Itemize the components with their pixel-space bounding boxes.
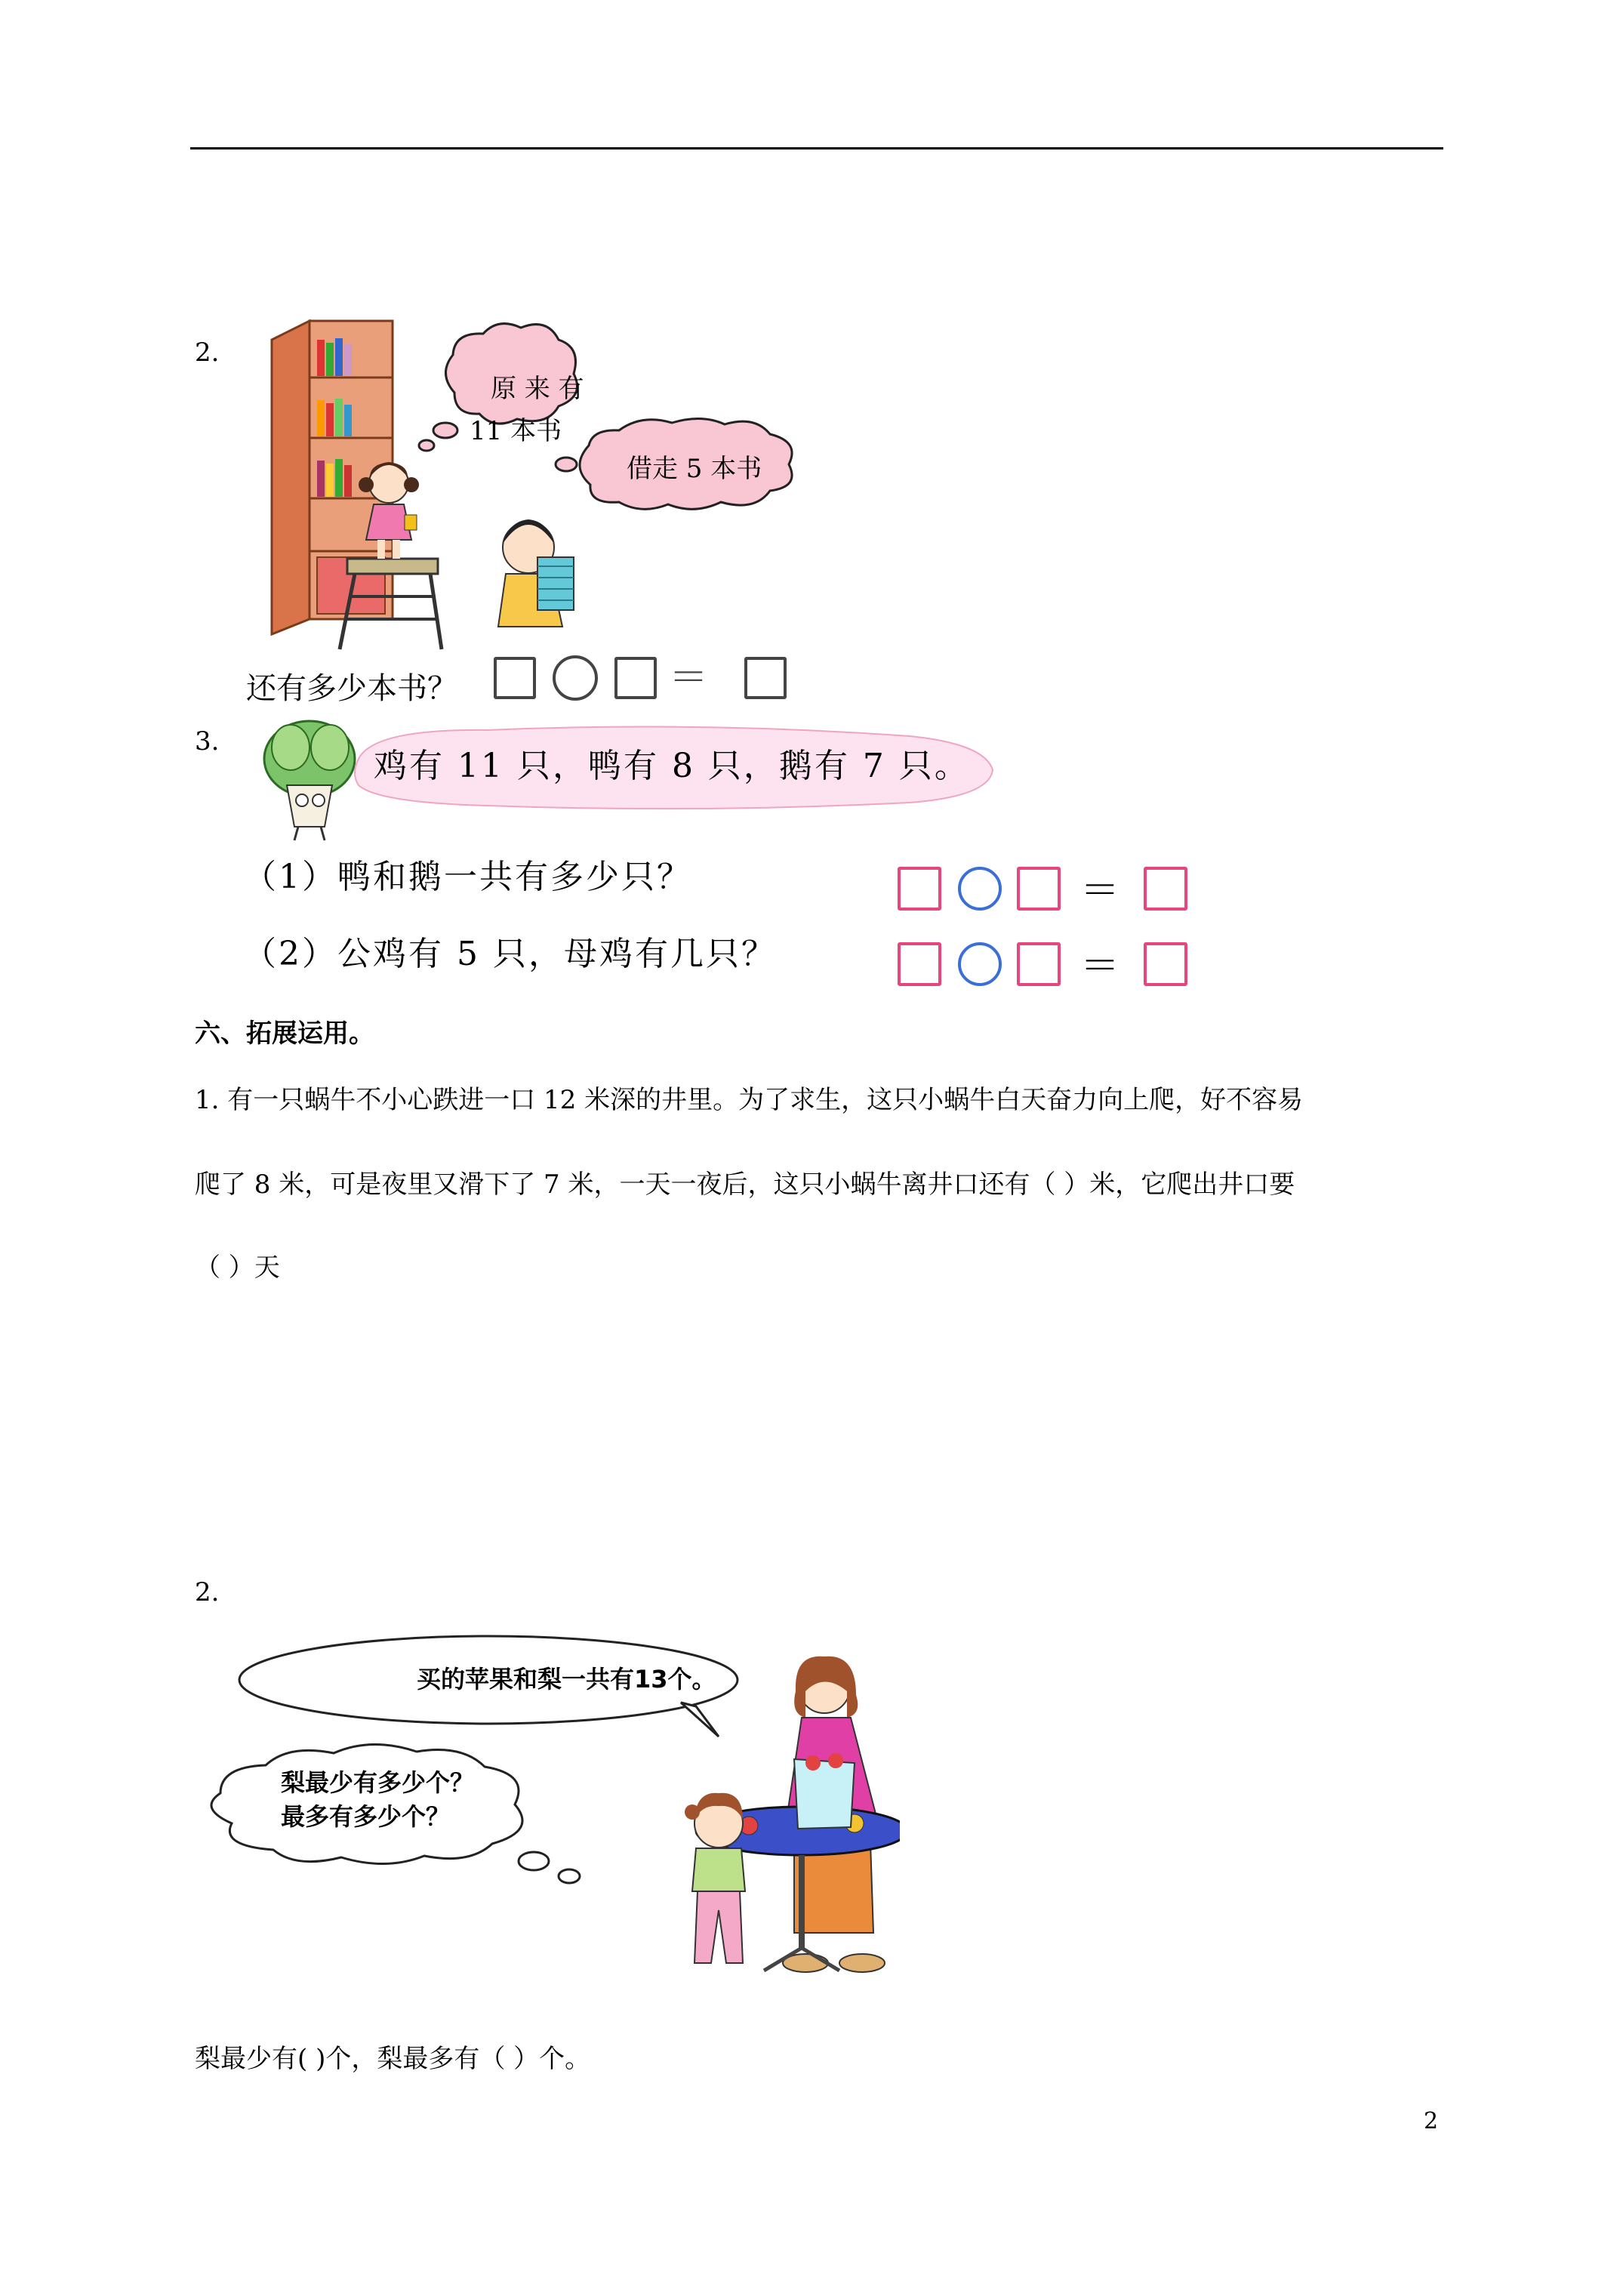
q3-sub2: （2）公鸡有 5 只，母鸡有几只？ <box>243 935 777 973</box>
q6-2-number: 2. <box>195 1577 220 1607</box>
operator-circle[interactable] <box>553 655 598 701</box>
equals-sign: ＝ <box>1080 944 1120 989</box>
answer-box[interactable] <box>744 657 787 699</box>
girl-image <box>685 1793 745 1963</box>
bubble-original-line1: 原 来 有 <box>491 374 584 404</box>
q3-sub1: （1）鸭和鹅一共有多少只？ <box>243 858 692 896</box>
answer-box[interactable] <box>1144 942 1187 986</box>
girl-with-books-image <box>498 519 574 627</box>
page-number: 2 <box>1424 2108 1439 2134</box>
q2-number: 2. <box>195 337 220 368</box>
q3-number: 3. <box>195 726 220 757</box>
answer-box[interactable] <box>614 657 657 699</box>
header-rule <box>190 147 1443 149</box>
bubble-mom-text: 买的苹果和梨一共有13个。 <box>417 1665 716 1693</box>
q2-equation <box>491 651 808 705</box>
cabbage-mascot-image <box>264 721 355 840</box>
q3-speech: 鸡有 11 只，鸭有 8 只，鹅有 7 只。 <box>374 747 970 785</box>
equals-sign: ＝ <box>669 655 709 701</box>
bubble-borrowed-text: 借走 5 本书 <box>627 454 762 484</box>
operator-circle[interactable] <box>958 867 1002 911</box>
q2-question: 还有多少本书？ <box>246 671 457 706</box>
operator-circle[interactable] <box>958 942 1002 986</box>
snail-question-line2: 爬了 8 米，可是夜里又滑下了 7 米，一天一夜后，这只小蜗牛离井口还有（ ）米，它爬出井口要 <box>195 1170 1295 1200</box>
answer-box[interactable] <box>494 657 536 699</box>
answer-box[interactable] <box>1144 867 1187 911</box>
q3-equation-2 <box>895 936 1196 991</box>
snail-question-line1: 1. 有一只蜗牛不小心跌进一口 12 米深的井里。为了求生，这只小蜗牛白天奋力向上爬，好不容易 <box>195 1085 1304 1115</box>
answer-box[interactable] <box>898 942 941 986</box>
answer-box[interactable] <box>1017 942 1061 986</box>
snail-question-line3: （ ）天 <box>195 1253 280 1283</box>
section-title: 六、拓展运用。 <box>195 1019 374 1049</box>
pear-answer-line: 梨最少有( )个，梨最多有（ ）个。 <box>195 2044 591 2074</box>
equals-sign: ＝ <box>1080 868 1120 914</box>
bubble-girl-line2: 最多有多少个？ <box>281 1802 451 1831</box>
bubble-girl-line1: 梨最少有多少个？ <box>281 1768 475 1797</box>
q3-equation-1 <box>895 861 1196 915</box>
books-illustration <box>257 317 876 664</box>
answer-box[interactable] <box>1017 867 1061 911</box>
answer-box[interactable] <box>898 867 941 911</box>
bubble-original-line2: 11 本书 <box>470 416 562 446</box>
